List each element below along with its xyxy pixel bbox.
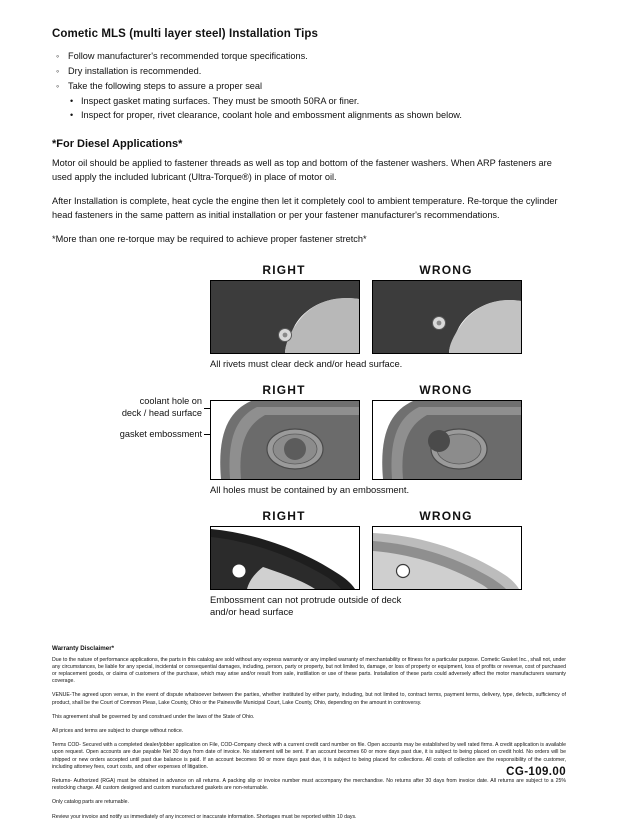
figure-label-wrong: WRONG <box>419 382 473 397</box>
warranty-paragraph: VENUE-The agreed upon venue, in the event of dispute whatsoever between the parties, whether instituted by either party, including, but not limited to, contract terms, payment terms, delivery, type, defects, sufficiency of product, shall be the Court of Common Pleas, Lake County, Ohio or the Painesville Municipal Court, Lake County, Ohio, depending on the amount in controversy. <box>52 692 566 706</box>
figure-row-protrusion <box>210 509 566 590</box>
figure-wrong-protrusion <box>372 509 520 590</box>
tip-text: Follow manufacturer's recommended torque specifications. <box>68 51 308 61</box>
part-number: CG-109.00 <box>506 766 566 778</box>
warranty-paragraph: Returns- Authorized (RGA) must be obtained in advance on all returns. A packing slip or invoice number must accompany the merchandise. No returns after 30 days from invoice date. All returns are subject to a 25% restocking charge. All custom designed and custom manufactured gaskets are non-returnable. <box>52 777 566 792</box>
figure-label-right: RIGHT <box>262 508 306 523</box>
warranty-paragraph: This agreement shall be governed by and construed under the laws of the State of Ohio. <box>52 713 255 720</box>
figure-row-rivets <box>210 263 566 354</box>
warranty-paragraph: Due to the nature of performance applications, the parts in this catalog are sold without any express warranty or any implied warranty of merchantability or fitness for a particular purpose. Cometic Gasket Inc., shall not, under any circumstances, be liable for any special, incidental or consequential damages, including, person, party or property, but not limited to, damage, or loss of property or equipment, loss of profits or revenue, cost of purchased or replacement goods, or claims of customers of the purchase, which may arise and/or result from sale, instillation or use of these parts. Installation of these parts could adversely affect the motor manufacturers warranty coverage. <box>52 656 566 685</box>
figure-image-wrong-protrusion <box>372 526 522 590</box>
diesel-paragraph-1: Motor oil should be applied to fastener threads as well as top and bottom of the fastener washers. When ARP fasteners are used apply the included lubricant (Ultra-Torque®) in place of motor oil. <box>52 158 552 182</box>
tip-sub-item <box>68 94 566 108</box>
figure-caption-protrusion: Embossment can not protrude outside of deck and/or head surface <box>210 593 402 617</box>
figure-label-right: RIGHT <box>262 382 306 397</box>
figure-wrong-embossment <box>372 383 520 480</box>
figure-label-wrong: WRONG <box>419 262 473 277</box>
diesel-heading: *For Diesel Applications* <box>52 138 183 150</box>
warranty-section <box>52 645 566 821</box>
figure-image-wrong-rivets <box>372 280 522 354</box>
callout-coolant-hole: coolant hole on deck / head surface <box>121 395 202 418</box>
callout-gasket-embossment: gasket embossment <box>119 428 202 439</box>
tip-text: Dry installation is recommended. <box>68 66 202 76</box>
tip-sub-text: Inspect for proper, rivet clearance, coolant hole and embossment alignments as shown below. <box>81 110 462 120</box>
retorque-note: *More than one re-torque may be required to achieve proper fastener stretch* <box>52 234 367 244</box>
tip-sub-item <box>68 108 566 122</box>
figure-image-right-embossment <box>210 400 360 480</box>
figure-caption-rivets: All rivets must clear deck and/or head surface. <box>210 357 403 369</box>
figure-caption-embossment: All holes must be contained by an embossment. <box>210 483 410 495</box>
installation-tips-list <box>56 49 566 122</box>
tip-sub-text: Inspect gasket mating surfaces. They must be smooth 50RA or finer. <box>81 96 360 106</box>
figure-wrong-rivets <box>372 263 520 354</box>
warranty-paragraph: Review your invoice and notify us immediately of any incorrect or inaccurate information. Shortages must be reported within 10 days. <box>52 813 357 820</box>
tip-item <box>56 64 566 78</box>
figure-image-right-rivets <box>210 280 360 354</box>
warranty-paragraph: Only catalog parts are returnable. <box>52 799 129 806</box>
figure-row-embossment <box>210 383 566 480</box>
figures-section <box>52 263 566 619</box>
figure-label-right: RIGHT <box>262 262 306 277</box>
diesel-paragraph-2: After Installation is complete, heat cycle the engine then let it completely cool to ambient temperature. Re-torque the cylinder head fasteners in the same pattern as initial installation or per your fastener manufacturer's recommendations. <box>52 196 558 220</box>
figure-image-wrong-embossment <box>372 400 522 480</box>
tip-item <box>56 79 566 122</box>
warranty-heading: Warranty Disclaimer* <box>52 644 115 652</box>
tip-sub-list <box>68 94 566 122</box>
figure-right-protrusion <box>210 509 358 590</box>
figure-label-wrong: WRONG <box>419 508 473 523</box>
tip-text: Take the following steps to assure a proper seal <box>68 81 263 91</box>
tip-item <box>56 49 566 63</box>
warranty-paragraph: All prices and terms are subject to change without notice. <box>52 727 184 734</box>
figure-image-right-protrusion <box>210 526 360 590</box>
figure-right-rivets <box>210 263 358 354</box>
warranty-paragraph: Terms COD- Secured with a completed dealer/jobber application on File, COD-Company check with a current credit card number on file. Open accounts may be established by well rated firms. A credit application is available upon request. Open accounts are due payable Net 30 days from date of invoice. No statement will be sent. If an account becomes 60 or more days past due, it is subject to being placed on credit hold. No orders will be shipped or new orders accepted until past due balance is paid. If an account becomes 90 or more days past due, it is subject to being placed for collections. All costs of collection are the responsibility of the customer, including attorney fees, court costs, and other expenses of litigation. <box>52 742 566 770</box>
figure-right-embossment <box>210 383 358 480</box>
page-title: Cometic MLS (multi layer steel) Installation Tips <box>52 28 319 40</box>
